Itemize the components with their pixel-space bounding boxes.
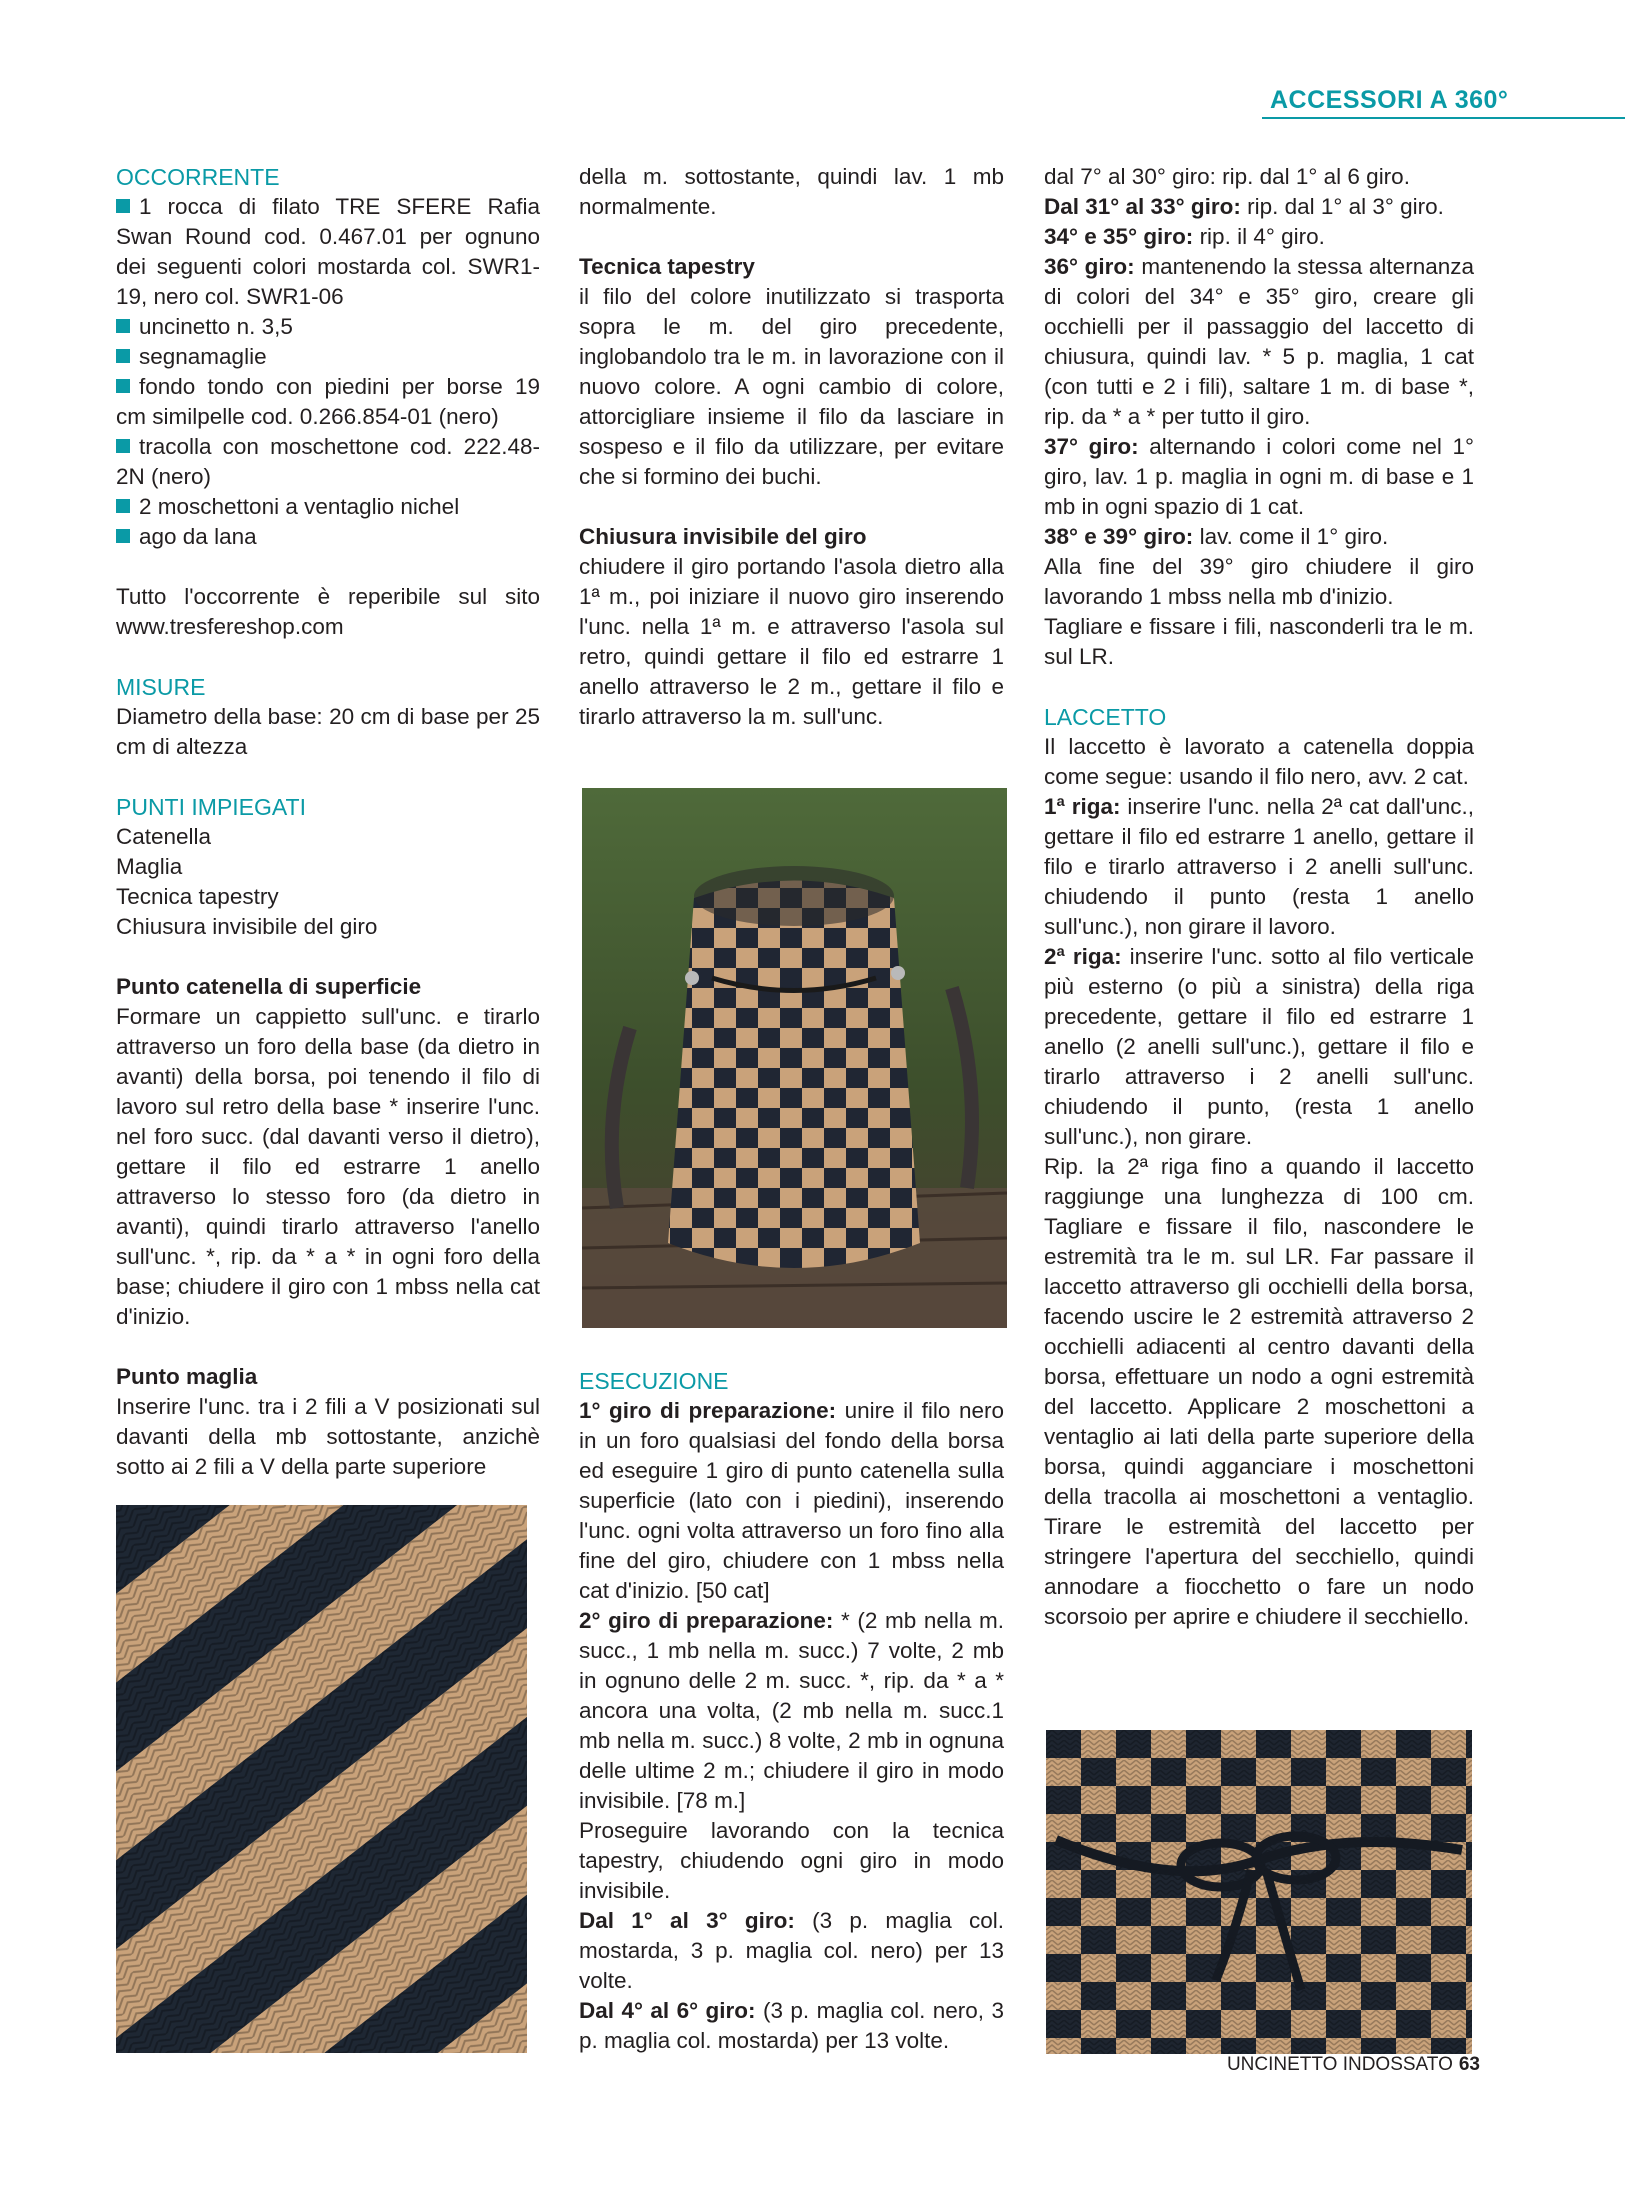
maglia-heading: Punto maglia (116, 1364, 258, 1389)
punti-heading: PUNTI IMPIEGATI (116, 794, 306, 820)
laccetto-intro: Il laccetto è lavorato a catenella doppia come segue: usando il filo nero, avv. 2 cat. (1044, 734, 1474, 789)
laccetto-heading: LACCETTO (1044, 704, 1167, 730)
square-bullet-icon (116, 439, 130, 453)
esecuzione-heading: ESECUZIONE (579, 1368, 729, 1394)
square-bullet-icon (116, 199, 130, 213)
list-item: 1 rocca di filato TRE SFERE Rafia Swan Round cod. 0.467.01 per ognuno dei seguenti colori mostarda col. SWR1-19, nero col. SWR1-06 (116, 194, 540, 309)
giri-1-3-text: Dal 1° al 3° giro: (3 p. maglia col. mostarda, 3 p. maglia col. nero) per 13 volte. (579, 1908, 1004, 1993)
column-1 (116, 162, 540, 1482)
list-item: Tecnica tapestry (116, 884, 279, 909)
page-number: 63 (1458, 2054, 1480, 2075)
list-item: Chiusura invisibile del giro (116, 914, 378, 939)
square-bullet-icon (116, 319, 130, 333)
tapestry-heading: Tecnica tapestry (579, 254, 755, 279)
maglia-text: Inserire l'unc. tra i 2 fili a V posizionati sul davanti della mb sottostante, anzichè sotto ai 2 fili a V della parte superiore (116, 1394, 540, 1479)
list-item: ago da lana (116, 522, 540, 552)
giri-31-33-text: Dal 31° al 33° giro: rip. dal 1° al 3° giro. (1044, 194, 1444, 219)
giro1-prep-text: 1° giro di preparazione: unire il filo nero in un foro qualsiasi del fondo della borsa ed eseguire 1 giro di punto catenella sulla superficie (lato con i piedini), inserendo l'unc. ogni volta attraverso un foro fino alla fine del giro, chiudere con 1 mbss nella cat d'inizio. [50 cat] (579, 1398, 1004, 1603)
section-label: ACCESSORI A 360° (1270, 86, 1509, 114)
catenella-text: Formare un cappietto sull'unc. e tirarlo attraverso un foro della base (da dietro in avanti) della borsa, poi tenendo il filo di lavoro sul retro della base * inserire l'unc. nel foro succ. (dal davanti verso il dietro), gettare il filo ed estrarre 1 anello attraverso lo stesso foro (da dietro in avanti), quindi tirarlo attraverso l'anello sull'unc. *, rip. da * a * in ogni foro della base; chiudere il giro con 1 mbss nella cat d'inizio. (116, 1004, 540, 1329)
list-item: tracolla con moschettone cod. 222.48-2N (nero) (116, 434, 540, 489)
occorrente-note: Tutto l'occorrente è reperibile sul sito www.tresfereshop.com (116, 584, 540, 639)
riga-2-text: 2ª riga: inserire l'unc. sotto al filo verticale più esterno (o più a sinistra) della riga precedente, gettare il filo ed estrarre 1 anello (2 anelli sull'unc.), gettare il filo e tirarlo attraverso i 2 anelli sull'unc. chiudendo il punto, (resta 1 anello sull'unc.), non girare. (1044, 944, 1474, 1149)
esecuzione-block (579, 1366, 1004, 2056)
list-item: uncinetto n. 3,5 (116, 312, 540, 342)
magazine-name: UNCINETTO INDOSSATO (1226, 2054, 1453, 2075)
giri-34-35-text: 34° e 35° giro: rip. il 4° giro. (1044, 224, 1325, 249)
fine-text: Alla fine del 39° giro chiudere il giro lavorando 1 mbss nella mb d'inizio. (1044, 554, 1474, 609)
square-bullet-icon (116, 499, 130, 513)
column-2 (579, 162, 1004, 732)
column-3 (1044, 162, 1474, 1632)
giro-37-text: 37° giro: alternando i colori come nel 1° giro, lav. 1 p. maglia in ogni m. di base e 1 mb in ogni spazio di 1 cat. (1044, 434, 1475, 519)
bucket-bag-photo (582, 788, 1007, 1328)
list-item: Catenella (116, 824, 212, 849)
square-bullet-icon (116, 379, 130, 393)
giri-38-39-text: 38° e 39° giro: lav. come il 1° giro. (1044, 524, 1389, 549)
bow-detail-photo (1046, 1730, 1472, 2054)
chiusura-text: chiudere il giro portando l'asola dietro alla 1ª m., poi iniziare il nuovo giro inserendo l'unc. nella 1ª m. e attraverso l'asola sul retro, quindi gettare il filo ed estrarre 1 anello attraverso le 2 m., gettare il filo e tirarlo attraverso la m. sull'unc. (579, 554, 1004, 729)
giri-7-30-text: dal 7° al 30° giro: rip. dal 1° al 6 giro. (1044, 164, 1410, 189)
list-item: fondo tondo con piedini per borse 19 cm similpelle cod. 0.266.854-01 (nero) (116, 374, 540, 429)
list-item: 2 moschettoni a ventaglio nichel (116, 492, 540, 522)
laccetto-finale-text: Rip. la 2ª riga fino a quando il laccetto raggiunge una lunghezza di 100 cm. Tagliare e fissare il filo, nascondere le estremità tra le m. sul LR. Far passare il laccetto attraverso gli occhielli della borsa, facendo uscire le 2 estremità attraverso 2 occhielli adiacenti al centro davanti della borsa, effettuare un nodo a ogni estremità del laccetto. Applicare 2 moschettoni a ventaglio ai lati della parte superiore della borsa, quindi agganciare i moschettoni della tracolla ai moschettoni a ventaglio. Tirare le estremità del laccetto per stringere l'apertura del secchiello, quindi annodare a fiocchetto o fare un nodo scorsoio per aprire e chiudere il secchiello. (1044, 1154, 1474, 1629)
giri-4-6-text: Dal 4° al 6° giro: (3 p. maglia col. nero, 3 p. maglia col. mostarda) per 13 volte. (579, 1998, 1004, 2053)
tapestry-text: il filo del colore inutilizzato si trasporta sopra le m. del giro precedente, inglobandolo tra le m. in lavorazione con il nuovo colore. A ogni cambio di colore, attorcigliare insieme il filo da lasciare in sospeso e il filo da utilizzare, per evitare che si formino dei buchi. (579, 284, 1004, 489)
misure-heading: MISURE (116, 674, 206, 700)
chiusura-heading: Chiusura invisibile del giro (579, 524, 867, 549)
header-rule (1262, 117, 1625, 119)
maglia-text-continued: della m. sottostante, quindi lav. 1 mb normalmente. (579, 164, 1004, 219)
list-item: Maglia (116, 854, 183, 879)
list-item: segnamaglie (116, 342, 540, 372)
prosegui-text: Proseguire lavorando con la tecnica tapestry, chiudendo ogni giro in modo invisibile. (579, 1818, 1004, 1903)
catenella-heading: Punto catenella di superficie (116, 974, 422, 999)
giro-36-text: 36° giro: mantenendo la stessa alternanza di colori del 34° e 35° giro, creare gli occhielli per il passaggio del laccetto di chiusura, quindi lav. * 5 p. maglia, 1 cat (con tutti e 2 i fili), saltare 1 m. di base *, rip. da * a * per tutto il giro. (1044, 254, 1474, 429)
occorrente-list (116, 192, 540, 552)
giro2-prep-text: 2° giro di preparazione: * (2 mb nella m. succ., 1 mb nella m. succ.) 7 volte, 2 mb in ognuno delle 2 m. succ. *, rip. da * a * ancora una volta, (2 mb nella m. succ.1 mb nella m. succ.) 8 volte, 2 mb in ognuna delle ultime 2 m.; chiudere il giro in modo invisibile. [78 m.] (579, 1608, 1004, 1813)
square-bullet-icon (116, 349, 130, 363)
riga-1-text: 1ª riga: inserire l'unc. nella 2ª cat dall'unc., gettare il filo ed estrarre 1 anello, gettare il filo e tirarlo attraverso i 2 anelli sull'unc. chiudendo il punto (resta 1 anello sull'unc.), non girare il lavoro. (1044, 794, 1474, 939)
yarn-closeup-photo (116, 1505, 527, 2053)
occorrente-heading: OCCORRENTE (116, 164, 280, 190)
square-bullet-icon (116, 529, 130, 543)
page-footer (1160, 2054, 1480, 2076)
tagliare-text: Tagliare e fissare i fili, nasconderli tra le m. sul LR. (1044, 614, 1474, 669)
misure-text: Diametro della base: 20 cm di base per 25 cm di altezza (116, 704, 540, 759)
